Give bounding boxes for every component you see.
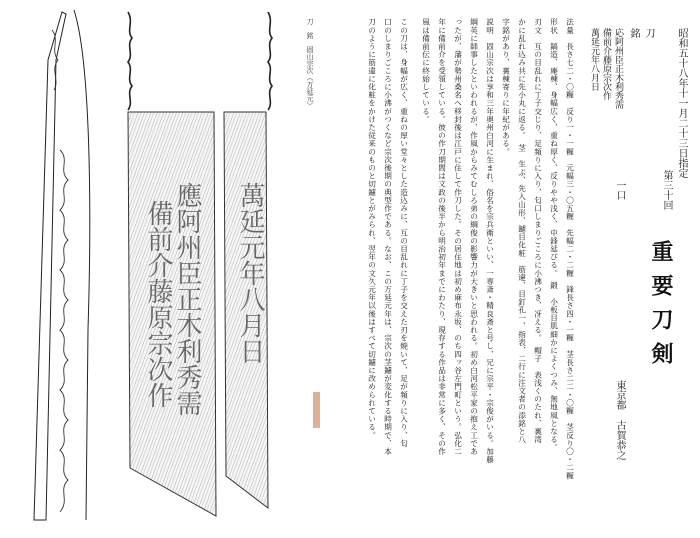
owner: 東京都 古賀恭之: [614, 380, 625, 460]
figure-caption: 刀 銘 固山宗次（万延元）: [306, 18, 314, 109]
tang-inscription-omote: 萬延元年八月日: [235, 182, 265, 364]
signature-label: 銘: [628, 28, 639, 38]
body-col-1: 法量 長さ七二・〇糎 反り一・一糎 元幅三・〇五糎 先幅二・二糎 鋒長さ四・一糎 茎長さ二二・〇糎 茎反り〇・二糎: [565, 18, 575, 480]
blade-type-label: 刀: [643, 28, 654, 38]
collector-seal: [313, 392, 320, 428]
designation-date: 昭和五十八年十一月二十三日指定: [676, 28, 687, 178]
body-col-12: 口のしまりごころに小沸がつくなど宗次後期の典型作である。なお、この万延元年は、宗次の茎鑢が変化する時期で、本: [383, 18, 393, 456]
body-col-6: 説明 固山宗次は享和三年奥州白河に生まれ、俗名を宗兵衛といい、一専斎・精良斎と号し、兄に宗平・宗俊がいる。加藤: [485, 18, 495, 464]
body-col-2: 形状 鎬造、庵棟、身幅広く、重ね厚く、反りやや浅く、中鋒延びる。 鍛 小板目肌細かによくつみ、無地風となる。: [549, 18, 559, 452]
body-col-4: かに乱れ込み共に先小丸に返る。 茎 生ぶ、先入山形、鑢目化粧 筋違、目釘孔一、指表、二行に注文者の添銘と八: [517, 18, 527, 444]
body-col-9: 年に備前介を受領している。彼の作刀期間は文政の後半から明治初年までにわたり、現存する作品は非常に多く、その作: [437, 18, 447, 456]
body-col-13: 刀のように筋違に化粧をかけた従来のものと切鑢とがみられ、翌年の文久元年以後はすべて切鑢に改められている。: [367, 18, 377, 440]
body-col-8: ったが、藩が勢州桑名へ移封後は江戸に住して作刀した。その居住地は初め麻布永坂、のち四ッ谷左門町という。弘化二: [453, 18, 463, 456]
body-col-7: 綱英に師事したといわれるが、作風からみてむしろ弟の綱俊の影響力が大きいと思われる。初め白河松平家の抱え工であ: [469, 18, 479, 456]
tang-inscription-ura-1: 應阿州臣正木利秀需: [172, 182, 202, 416]
body-col-11: この刀は、身幅が広く、重ねの厚い堂々とした造込みに、互の目乱れに丁子を交えた刃を焼いて、足が頻りに入り、匂: [399, 18, 409, 448]
signature-line-1: 応阿州臣正木利秀需: [613, 28, 623, 109]
body-col-5: 字銘があり、裏棟寄りに年紀がある。: [501, 18, 511, 156]
signature-line-2: 備前介藤原宗次作: [601, 28, 611, 100]
body-col-10: 風は備前伝に終始している。: [421, 18, 431, 124]
full-blade-drawing: [34, 10, 90, 520]
body-col-3: 刃文 互の目乱れに丁子交じり、足頻りに入り、匂口しまりごころに小沸つき、冴える。 帽子 表浅くのたれ、裏湾: [533, 18, 543, 444]
item-count: 一口: [614, 180, 625, 200]
document-title: 重要刀剣: [648, 240, 674, 376]
session-number: 第三十回: [661, 170, 672, 210]
signature-line-3: 萬延元年八月日: [589, 28, 599, 91]
tang-inscription-ura-2: 備前介藤原宗次作: [143, 200, 173, 408]
